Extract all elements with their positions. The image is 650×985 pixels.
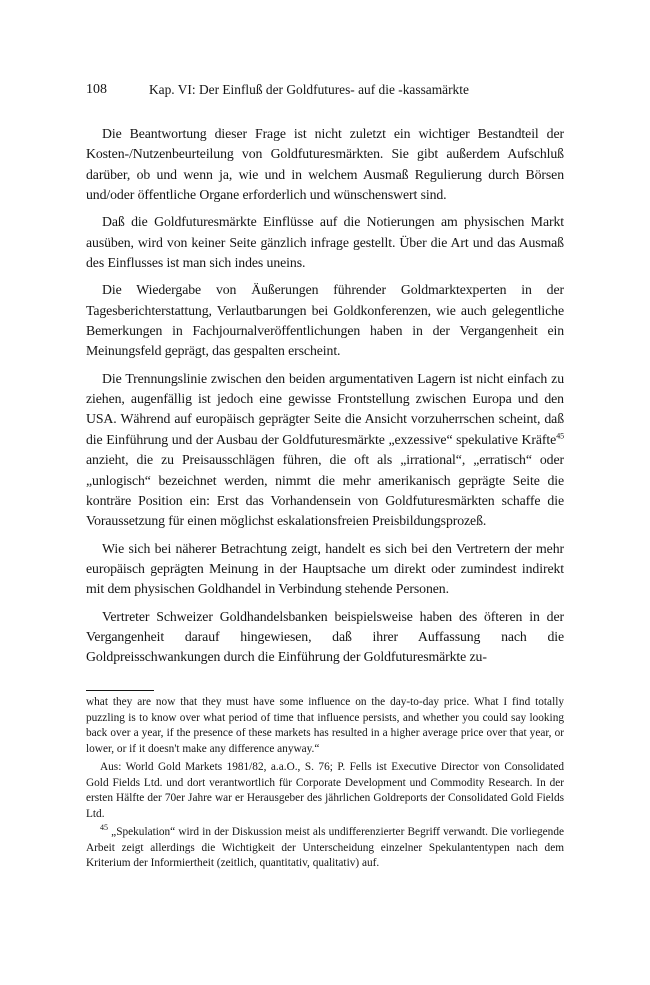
- paragraph: [86, 369, 564, 532]
- page-number: 108: [86, 82, 107, 97]
- paragraph: Die Wiedergabe von Äußerungen führender Goldmarktexperten in der Tagesberichterstattung, Verlautbarungen bei Goldkonferenzen, wie auch gelegentliche Bemerkungen in Fachjournalveröffentlichungen haben in der Vergangenheit ein Meinungsfeld geprägt, das gespalten erscheint.: [86, 282, 564, 359]
- chapter-title: Kap. VI: Der Einfluß der Goldfutures- auf die -kassamärkte: [149, 82, 469, 97]
- main-text: [86, 124, 564, 668]
- footnote-reference: 45: [556, 431, 564, 441]
- paragraph: Wie sich bei näherer Betrachtung zeigt, handelt es sich bei den Vertretern der mehr europäisch geprägten Meinung in der Hauptsache um direkt oder zumindest indirekt mit dem physischen Goldhandel in Verbindung stehende Personen.: [86, 540, 564, 597]
- footnote-quote-continuation: what they are now that they must have some influence on the day-to-day price. What I find totally puzzling is to know over what period of time that influence persists, and whether you could say looking back over a year, if the presence of these markets has resulted in a higher average price over that year, or lower, or if it doesn't make any difference anyway.“: [86, 696, 564, 755]
- footnote-source: Aus: World Gold Markets 1981/82, a.a.O., S. 76; P. Fells ist Executive Director von Consolidated Gold Fields Ltd. und dort verantwortlich für Corporate Development und Commodity Research. In der ersten Hälfte der 70er Jahre war er Herausgeber des jährlichen Goldreports der Consolidated Gold Fields Ltd.: [86, 761, 564, 820]
- paragraph: Vertreter Schweizer Goldhandelsbanken beispielsweise haben des öfteren in der Vergangenheit darauf hingewiesen, daß ihrer Auffassung nach die Goldpreisschwankungen durch die Einführung der Goldfuturesmärkte zu-: [86, 608, 564, 665]
- book-page: [86, 80, 564, 869]
- paragraph: Die Beantwortung dieser Frage ist nicht zuletzt ein wichtiger Bestandteil der Kosten-/Nutzenbeurteilung von Goldfuturesmärkten. Sie gibt außerdem Aufschluß darüber, ob und wenn ja, wie und in welchem Ausmaß Regulierung durch Börsen und/oder öffentliche Organe erforderlich und wünschenswert sind.: [86, 126, 564, 203]
- footnote-45: [86, 825, 564, 872]
- running-head: [86, 80, 564, 100]
- paragraph-text: Die Trennungslinie zwischen den beiden argumentativen Lagern ist nicht einfach zu ziehen, augenfällig ist jedoch eine gewisse Frontstellung zwischen Europa und den USA. Während auf europäisch geprägter Seite die Ansicht vorzuherrschen scheint, daß die Einführung und der Ausbau der Goldfuturesmärkte „exzessive“ spekulative Kräfte: [86, 370, 564, 447]
- footnote-text: „Spekulation“ wird in der Diskussion meist als undifferenzierter Begriff verwandt. Die vorliegende Arbeit zeigt allerdings die Wichtigkeit der Unterscheidung einzelner Spekulantentypen nach dem Kriterium der Informiertheit (zeitlich, quantitativ, qualitativ) auf.: [86, 826, 564, 869]
- paragraph: Daß die Goldfuturesmärkte Einflüsse auf die Notierungen am physischen Markt ausüben, wird von keiner Seite gänzlich infrage gestellt. Über die Art und das Ausmaß des Einflusses ist man sich indes uneins.: [86, 214, 564, 271]
- paragraph-text: anzieht, die zu Preisausschlägen führen, die oft als „irrational“, „erratisch“ oder „unlogisch“ bezeichnet werden, nimmt die mehr amerikanisch geprägte Seite die konträre Position ein: Erst das Vorhandensein von Goldfuturesmärkten schaffe die Voraussetzung für einen möglichst eskalationsfreien Preisbildungsprozeß.: [86, 452, 564, 529]
- footnote-number: 45: [100, 823, 108, 833]
- footnotes: [86, 690, 564, 875]
- footnote-separator: [86, 690, 154, 691]
